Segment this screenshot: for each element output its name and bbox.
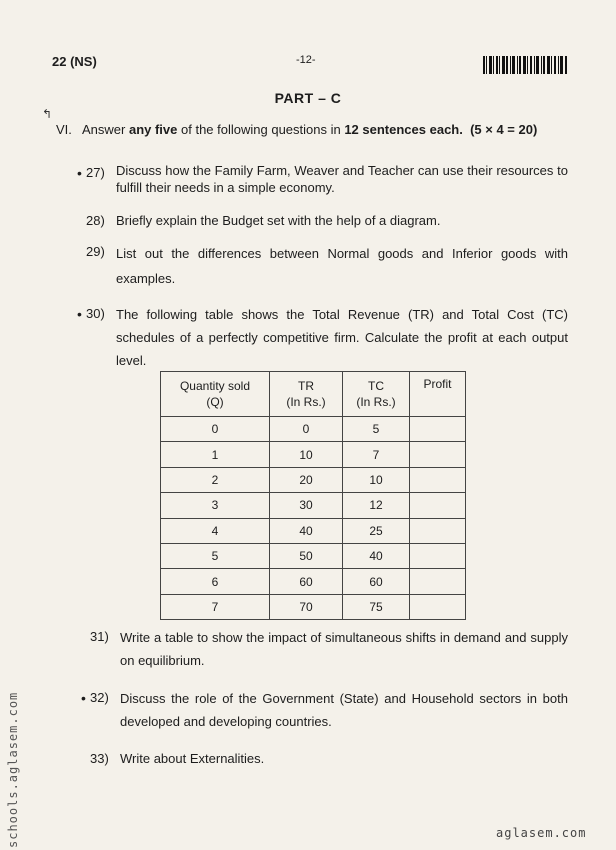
question-text: Discuss the role of the Government (State) and Household sectors in both developed and developing countries. (120, 691, 568, 729)
question-32 (81, 687, 568, 735)
table-row: 6 60 60 (161, 569, 466, 594)
table-row: 7 70 75 (161, 594, 466, 619)
page-number: -12- (296, 54, 316, 66)
table-row: 0 0 5 (161, 417, 466, 442)
instruction-bold: 12 (344, 122, 359, 137)
question-text: The following table shows the Total Revenue (TR) and Total Cost (TC) schedules of a perfectly competitive firm. Calculate the profit at each output level. (116, 307, 568, 368)
question-27 (77, 162, 568, 206)
question-text: List out the differences between Normal goods and Inferior goods with examples. (116, 246, 568, 286)
table-row: 1 10 7 (161, 442, 466, 467)
question-28 (86, 210, 568, 232)
instruction-text: of the following questions in (177, 122, 345, 137)
check-mark-icon: ↰ (42, 107, 53, 121)
profit-cell (410, 569, 466, 594)
profit-cell (410, 467, 466, 492)
side-watermark: schools.aglasem.com (6, 691, 20, 848)
header-tr: TR (In Rs.) (270, 372, 343, 417)
question-30 (77, 303, 568, 369)
bullet-icon: • (77, 165, 82, 181)
question-number: 30) (86, 306, 105, 321)
table-row: 3 30 12 (161, 493, 466, 518)
profit-cell (410, 518, 466, 543)
bullet-icon: • (77, 306, 82, 322)
profit-cell (410, 543, 466, 568)
section-marks: (5 × 4 = 20) (470, 122, 538, 137)
header-quantity: Quantity sold (Q) (161, 372, 270, 417)
question-number: 32) (90, 690, 109, 705)
instruction-bold: sentences each. (358, 122, 463, 137)
section-number: VI. (56, 122, 72, 137)
question-text: Write a table to show the impact of simultaneous shifts in demand and supply on equilibrium. (120, 630, 568, 668)
question-text: Briefly explain the Budget set with the help of a diagram. (116, 213, 441, 228)
question-text: Write about Externalities. (120, 751, 265, 766)
header-tc: TC (In Rs.) (343, 372, 410, 417)
profit-cell (410, 442, 466, 467)
question-29 (86, 241, 568, 289)
header-profit: Profit (410, 372, 466, 417)
revenue-cost-table (160, 371, 466, 620)
section-instruction (56, 122, 537, 137)
profit-cell (410, 493, 466, 518)
table-row: 2 20 10 (161, 467, 466, 492)
question-text: Discuss how the Family Farm, Weaver and Teacher can use their resources to fulfill their needs in a simple economy. (116, 163, 568, 195)
question-number: 29) (86, 244, 105, 259)
question-number: 28) (86, 213, 105, 228)
barcode-icon (483, 56, 567, 74)
paper-code: 22 (NS) (52, 54, 97, 69)
question-31 (90, 626, 568, 674)
corner-watermark: aglasem.com (496, 826, 587, 840)
bullet-icon: • (81, 690, 86, 706)
profit-cell (410, 594, 466, 619)
part-title: PART – C (274, 90, 342, 106)
table-row: 4 40 25 (161, 518, 466, 543)
profit-cell (410, 417, 466, 442)
instruction-bold: any five (128, 122, 178, 137)
question-number: 27) (86, 165, 105, 180)
table-row: 5 50 40 (161, 543, 466, 568)
question-33 (90, 748, 568, 770)
question-number: 31) (90, 629, 109, 644)
instruction-text: Answer (82, 122, 129, 137)
question-number: 33) (90, 751, 109, 766)
